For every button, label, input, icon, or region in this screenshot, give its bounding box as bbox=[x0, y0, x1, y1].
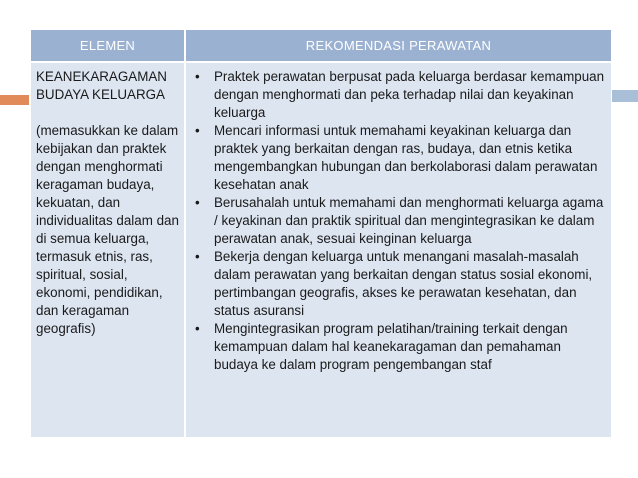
list-item bbox=[191, 248, 607, 320]
recommendation-text: Mencari informasi untuk memahami keyakinan keluarga dan praktek yang berkaitan dengan ras, budaya, dan etnis ketika mengembangkan hubungan dan berkolaborasi dalam perawatan kesehatan anak bbox=[214, 123, 598, 192]
bullet-icon: • bbox=[195, 69, 200, 84]
accent-bar-left bbox=[0, 95, 29, 105]
recommendation-text: Praktek perawatan berpusat pada keluarga berdasar kemampuan dengan menghormati dan peka terhadap nilai dan keyakinan keluarga bbox=[214, 69, 605, 120]
header-recommendation: REKOMENDASI PERAWATAN bbox=[185, 30, 611, 62]
bullet-icon: • bbox=[195, 321, 200, 336]
recommendation-table bbox=[31, 30, 611, 437]
list-item bbox=[191, 122, 607, 194]
table-header-row bbox=[31, 30, 611, 62]
table-row bbox=[31, 62, 611, 437]
element-description: (memasukkan ke dalam kebijakan dan praktek dengan menghormati keragaman budaya, kekuatan, dan individualitas dalam dan di semua keluarga, termasuk etnis, ras, spiritual, sosial, ekonomi, pendidikan, dan keragaman geografis) bbox=[36, 123, 179, 336]
recommendation-cell bbox=[185, 62, 611, 437]
accent-bar-right bbox=[612, 90, 638, 102]
recommendation-text: Bekerja dengan keluarga untuk menangani masalah-masalah dalam perawatan yang berkaitan dengan status sosial ekonomi, pertimbangan geografis, akses ke perawatan kesehatan, dan status asuransi bbox=[214, 249, 593, 318]
bullet-icon: • bbox=[195, 123, 200, 138]
recommendation-text: Berusahalah untuk memahami dan menghormati keluarga agama / keyakinan dan praktik spiritual dan mengintegrasikan ke dalam perawatan anak, sesuai keinginan keluarga bbox=[214, 195, 604, 246]
recommendation-text: Mengintegrasikan program pelatihan/training terkait dengan kemampuan dalam hal keanekaragaman dan pemahaman budaya ke dalam program pengembangan staf bbox=[214, 321, 568, 372]
list-item bbox=[191, 68, 607, 122]
element-cell bbox=[31, 62, 185, 437]
list-item bbox=[191, 320, 607, 374]
recommendation-list bbox=[191, 68, 607, 374]
bullet-icon: • bbox=[195, 249, 200, 264]
bullet-icon: • bbox=[195, 195, 200, 210]
header-element: ELEMEN bbox=[31, 30, 185, 62]
element-title: KEANEKARAGAMAN BUDAYA KELUARGA bbox=[36, 69, 167, 102]
list-item bbox=[191, 194, 607, 248]
